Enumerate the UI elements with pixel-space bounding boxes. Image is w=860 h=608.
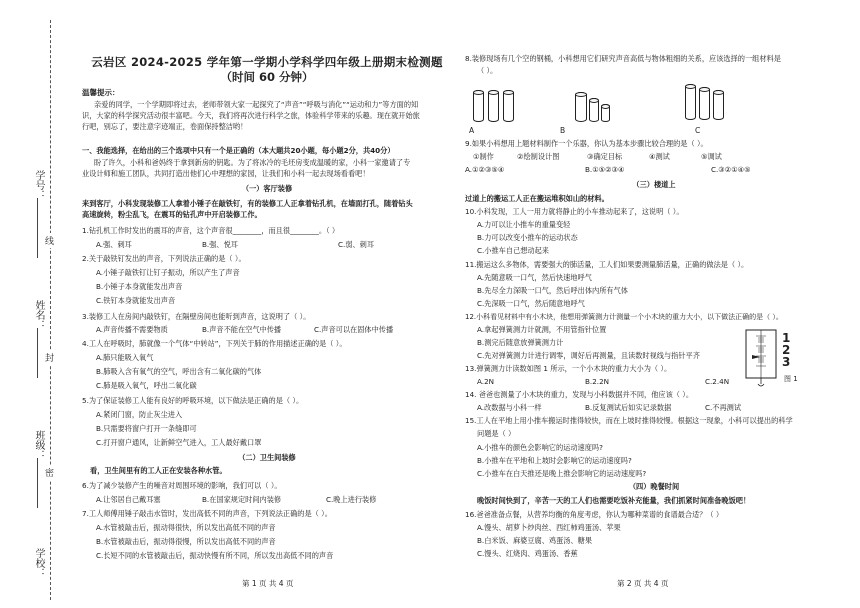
step-item: ⑤调试 xyxy=(701,152,722,161)
spring-scale-figure xyxy=(738,328,808,388)
seal-line xyxy=(50,20,51,600)
option-b[interactable]: B.小推车在平地和上坡时会影响它的运动速度吗? xyxy=(477,456,632,465)
option-b[interactable]: B.反复测试后如实记录数据 xyxy=(585,403,672,412)
page-footer: 第 1 页 共 4 页 xyxy=(242,579,294,588)
option-b[interactable]: B.测完后随意放弹簧测力计 xyxy=(477,338,564,347)
question-stem: 9.如果小科想用上题材料制作一个乐器，你认为基本步骤比较合理的是（ ）。 xyxy=(465,139,708,148)
question-stem: 1.钻孔机工作时发出的震耳的声音，这个声音很________，而且很________。（ ） xyxy=(82,226,340,235)
part-heading: （四）晚餐时间 xyxy=(628,482,680,491)
steel-barrel xyxy=(685,84,696,120)
question-stem: 11.搬运这么多物体，需要强大的肺活量，工人们如果要测量肺活量，正确的做法是（ ）。 xyxy=(465,260,749,269)
option-a[interactable]: A.紧闭门窗，防止灰尘进入 xyxy=(96,410,183,419)
option-c[interactable]: C.小推车自己想动起来 xyxy=(477,246,549,255)
exam-title: 云岩区 2024-2025 学年第一学期小学科学四年级上册期末检测题 xyxy=(91,55,443,69)
steel-barrel xyxy=(713,90,724,120)
option-c[interactable]: C.先深吸一口气，然后随意地呼气 xyxy=(477,299,585,308)
figure-label-a: A xyxy=(469,126,475,135)
page-footer: 第 2 页 共 4 页 xyxy=(617,579,669,588)
question-stem: 8.装修现场有几个空的钢桶，小科想用它们研究声音高低与物体粗细的关系，应该选择的一组材料是 xyxy=(465,54,781,63)
steel-barrel xyxy=(488,90,499,122)
question-stem: 5.为了保证装修工人能有良好的呼吸环境，以下做法是正确的是（ ）。 xyxy=(82,396,304,405)
question-stem: 15.工人在平地上用小推车搬运时推得较快，而在上坡时推得较慢。根据这一现象，小科可以提出的科学 xyxy=(465,416,793,425)
tips-line: 识，大家的科学探究活动很丰富吧。今天，我们将再次进行科学之旅，体验科学带来的乐趣。现在就开始旅 xyxy=(82,111,420,120)
option-b[interactable]: B.白米饭、麻婆豆腐、鸡蛋汤、糖果 xyxy=(477,536,593,545)
question-stem: 14. 爸爸也测量了小木块的重力，发现与小科数据并不同，他应该（ ）。 xyxy=(465,390,694,399)
part-intro: 过道上的搬运工人正在搬运堆积如山的材料。 xyxy=(465,194,609,203)
step-item: ④测试 xyxy=(649,152,670,161)
option-b[interactable]: B.2.2N xyxy=(585,377,610,386)
figure-label-c: C xyxy=(695,126,701,135)
question-stem: 3.装修工人在房间内敲铁钉，在隔壁房间也能听到声音，这说明了（ ）。 xyxy=(82,312,311,321)
option-c[interactable]: C.不再测试 xyxy=(705,403,742,412)
figure-label-b: B xyxy=(560,126,566,135)
question-stem: 12.小科看见材料中有小木块，他想用弹簧测力计测量一个小木块的重力大小，以下做法正确的是（ ）。 xyxy=(465,313,783,321)
option-a[interactable]: A.力可以让小推车的重量变轻 xyxy=(477,220,571,229)
question-stem: 7.工人师傅用锤子敲击水管时，发出高低不同的声音，下列说法正确的是（ ）。 xyxy=(82,509,332,518)
part-intro: 来到客厅，小科发现装修工人拿着小锤子在敲铁钉，有的装修工人正拿着钻孔机，在墙面打孔，随着钻头 xyxy=(82,199,413,208)
steel-barrel xyxy=(699,87,710,120)
steel-barrel xyxy=(473,90,484,122)
option-a[interactable]: A.声音传播不需要物质 xyxy=(96,325,168,334)
option-c[interactable]: C.③②①④⑤ xyxy=(711,165,751,174)
question-stem: 6.为了减少装修产生的噪音对周围环境的影响，我们可以（ ）。 xyxy=(82,481,282,490)
option-c[interactable]: C.馒头、红烧肉、鸡蛋汤、香蕉 xyxy=(477,549,578,558)
option-c[interactable]: C.晚上进行装修 xyxy=(326,495,377,504)
student-no-blank[interactable] xyxy=(37,198,38,258)
option-a[interactable]: A.小锤子敲铁钉让钉子振动，所以产生了声音 xyxy=(96,268,240,277)
option-b[interactable]: B.力可以改变小推车的运动状态 xyxy=(477,233,578,242)
class-blank[interactable] xyxy=(37,458,38,508)
option-c[interactable]: C.打开窗户通风，让新鲜空气进入，工人最好戴口罩 xyxy=(96,438,262,447)
steel-barrel xyxy=(575,92,587,122)
scale-number: 3 xyxy=(782,355,791,369)
question-stem: 13.弹簧测力计读数如图 1 所示，一个小木块的重力大小为（ ）。 xyxy=(465,364,672,373)
option-b[interactable]: B.在国家规定时间内装修 xyxy=(202,495,282,504)
option-c[interactable]: C.小推车在白天推还是晚上推会影响它的运动速度吗? xyxy=(477,469,647,478)
option-a[interactable]: A.让邻居自己戴耳塞 xyxy=(96,495,161,504)
seal-char: 线 xyxy=(45,233,54,248)
question-stem: 2.关于敲铁钉发出的声音，下列说法正确的是（ ）。 xyxy=(82,254,246,263)
option-b[interactable]: B.肺吸入含有氧气的空气，呼出含有二氧化碳的气体 xyxy=(96,367,262,376)
part-intro: 看，卫生间里有的工人正在安装各种水管。 xyxy=(90,466,227,475)
seal-char: 封 xyxy=(45,350,54,365)
question-stem: 10.小科发现，工人一用力就将静止的小车推动起来了，这说明（ ）。 xyxy=(465,207,684,216)
school-label: 学校： xyxy=(33,548,44,578)
scale-number: 1 xyxy=(782,331,791,345)
section-heading: 一、我能选择，在给出的三个选项中只有一个是正确的（本大题共20小题，每小题2分，共40分） xyxy=(82,146,395,155)
option-a[interactable]: A.拿起弹簧测力计就测，不用管指针位置 xyxy=(477,325,607,334)
option-a[interactable]: A.①②③⑤④ xyxy=(465,165,505,174)
figure-caption: 图 1 xyxy=(784,375,798,383)
option-a[interactable]: A.改数据与小科一样 xyxy=(477,403,542,412)
tips-line: 亲爱的同学，一个学期即将过去，老师带领大家一起探究了“声音”“呼吸与消化”“运动和力”等方面的知 xyxy=(94,100,419,109)
scale-number: 2 xyxy=(782,343,791,357)
steel-barrel xyxy=(601,104,610,122)
option-a[interactable]: A.2N xyxy=(477,377,495,386)
section-intro: 盼了许久，小科和爸妈终于拿到新房的钥匙。为了将冰冷的毛坯房变成温暖的家，小科一家邀请了专 xyxy=(94,158,411,167)
tips-line: 行吧，别忘了，要注意字迹端正，卷面保持整洁哟！ xyxy=(82,122,248,131)
student-no-label: 学号： xyxy=(33,170,44,200)
option-a[interactable]: A.馒头、胡萝卜炒肉丝、西红柿鸡蛋汤、苹果 xyxy=(477,523,621,532)
question-stem: 4.工人在呼吸时，肺就像一个气体“中转站”，下列关于肺的作用描述正确的是（ ）。 xyxy=(82,339,347,348)
question-stem: （ ）。 xyxy=(477,66,498,75)
part-heading: （三）楼道上 xyxy=(632,180,676,189)
section-intro: 业设计师和施工团队，共同打造出他们心中理想的家园，让我们和小科一起去现场看看吧！ xyxy=(82,169,370,178)
class-label: 班级： xyxy=(33,430,44,460)
option-a[interactable]: A.小推车的颜色会影响它的运动速度吗? xyxy=(477,443,603,452)
option-b[interactable]: B.只需要将窗户打开一条缝即可 xyxy=(96,424,197,433)
option-c[interactable]: C.铁钉本身就能发出声音 xyxy=(96,296,176,305)
option-b[interactable]: B.强、悦耳 xyxy=(202,240,238,249)
option-a[interactable]: A.强、刺耳 xyxy=(96,240,132,249)
steel-barrel xyxy=(589,98,599,122)
option-c[interactable]: C.长短不同的水管被敲击后，振动快慢有所不同，所以发出高低不同的声音 xyxy=(96,551,334,560)
part-heading: （一）客厅装修 xyxy=(241,184,293,193)
option-a[interactable]: A.肺只能吸入氧气 xyxy=(96,353,154,362)
option-a[interactable]: A.水管被敲击后，振动得很快，所以发出高低不同的声音 xyxy=(96,523,276,532)
option-c[interactable]: C.2.4N xyxy=(705,377,730,386)
option-c[interactable]: C.声音可以在固体中传播 xyxy=(314,325,394,334)
part-intro: 晚饭时间快到了，辛苦一天的工人们也需要吃饭补充能量，我们抓紧时间准备晚饭吧！ xyxy=(477,496,751,505)
part-heading: （二）卫生间装修 xyxy=(238,453,296,462)
question-stem: 问题是（ ） xyxy=(477,429,516,438)
option-b[interactable]: B.①⑤②③④ xyxy=(585,165,625,174)
option-b[interactable]: B.先尽全力深吸一口气，然后呼出体内所有气体 xyxy=(477,286,628,295)
step-item: ②绘制设计图 xyxy=(517,152,560,161)
option-b[interactable]: B.水管被敲击后，振动得很慢，所以发出高低不同的声音 xyxy=(96,537,276,546)
question-stem: 16.爸爸准备点餐，从营养均衡的角度考虑，你认为哪种菜谱的食谱最合适？（ ） xyxy=(465,510,724,519)
steel-barrel xyxy=(503,90,514,122)
option-c[interactable]: C.弱、刺耳 xyxy=(338,240,375,249)
part-intro: 高速旋转，粉尘乱飞，在震耳的钻孔声中开启装修工作。 xyxy=(82,210,262,219)
seal-char: 密 xyxy=(45,465,54,480)
step-item: ①制作 xyxy=(473,152,494,161)
name-blank[interactable] xyxy=(37,328,38,378)
tips-heading: 温馨提示： xyxy=(82,88,120,97)
option-a[interactable]: A.先随意吸一口气，然后快速地呼气 xyxy=(477,273,592,282)
option-c[interactable]: C.肺是吸入氧气，呼出二氧化碳 xyxy=(96,381,197,390)
step-item: ③确定目标 xyxy=(587,152,623,161)
binding-margin xyxy=(10,20,70,600)
exam-subtitle: （时间 60 分钟） xyxy=(220,70,314,84)
option-c[interactable]: C.先对弹簧测力计进行调零，调好后再测量，且读数时视线与指针平齐 xyxy=(477,351,700,360)
name-label: 姓名： xyxy=(33,300,44,330)
option-b[interactable]: B.声音不能在空气中传播 xyxy=(202,325,282,334)
option-b[interactable]: B.小锤子本身就能发出声音 xyxy=(96,282,183,291)
